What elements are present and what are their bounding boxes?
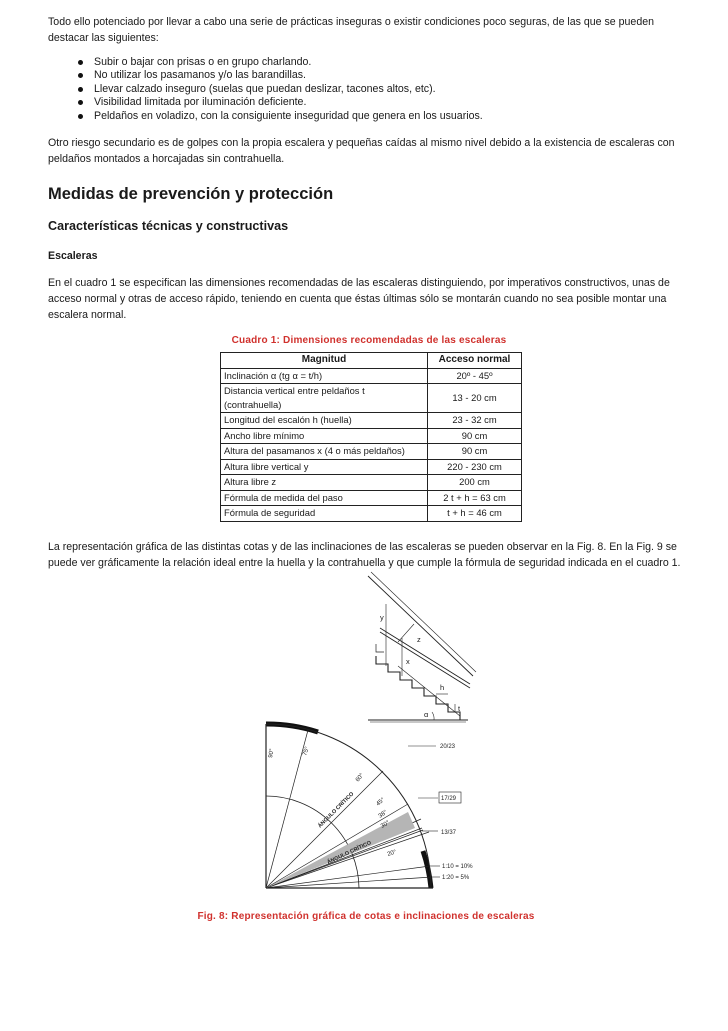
table-cell: Inclinación α (tg α = t/h) bbox=[221, 368, 428, 384]
list-item: Llevar calzado inseguro (suelas que puedan deslizar, tacones altos, etc). bbox=[94, 83, 684, 96]
table-cell: 220 - 230 cm bbox=[428, 459, 522, 475]
table-row bbox=[221, 506, 522, 522]
table-cell: 200 cm bbox=[428, 475, 522, 491]
critical-angle-label: ÁNGULO CRÍTICO bbox=[326, 840, 373, 866]
figure-caption: Fig. 8: Representación gráfica de cotas e inclinaciones de escaleras bbox=[197, 911, 535, 922]
table-row bbox=[221, 444, 522, 460]
table-caption: Cuadro 1: Dimensiones recomendadas de las escaleras bbox=[231, 335, 507, 347]
table-row bbox=[221, 413, 522, 429]
table-row bbox=[221, 368, 522, 384]
stair-diagram bbox=[208, 566, 508, 906]
table-header-row bbox=[221, 353, 522, 369]
column-header: Magnitud bbox=[221, 353, 428, 369]
dim-h-label: h bbox=[440, 683, 445, 692]
angle-label: 45° bbox=[375, 797, 387, 808]
intro-paragraph: Todo ello potenciado por llevar a cabo una serie de prácticas inseguras o existir condiciones poco seguras, de las que se pueden destacar las siguientes: bbox=[48, 16, 654, 44]
table-cell: Altura libre z bbox=[221, 475, 428, 491]
cuadro-paragraph: En el cuadro 1 se especifican las dimensiones recomendadas de las escaleras distinguiendo, por imperativos constructivos, unas de acceso normal y otras de acceso rápido, teniendo en cuenta que éstas últimas sólo se montarán cuando no sea posible montar una escalera normal. bbox=[48, 277, 670, 322]
list-item: No utilizar los pasamanos y/o las barandillas. bbox=[94, 69, 684, 82]
figure-paragraph: La representación gráfica de las distintas cotas y de las inclinaciones de las escaleras se pueden observar en la Fig. 8. En la Fig. 9 se puede ver gráficamente la relación ideal entre la huella y la contrahuella y que cumple la fórmula de seguridad indicada en el cuadro 1. bbox=[48, 540, 681, 569]
dim-alpha-label: α bbox=[424, 710, 429, 719]
table-row bbox=[221, 428, 522, 444]
list-item: Peldaños en voladizo, con la consiguiente inseguridad que genera en los usuarios. bbox=[94, 110, 684, 123]
ratio-label: 13/37 bbox=[441, 830, 457, 836]
dim-x-label: x bbox=[406, 657, 410, 666]
table-cell: Longitud del escalón h (huella) bbox=[221, 413, 428, 429]
ratio-label: 1:10 = 10% bbox=[442, 864, 473, 870]
ratio-label: 1:20 = 5% bbox=[442, 875, 470, 881]
subsubsection-heading: Escaleras bbox=[48, 250, 98, 263]
angle-label: 60° bbox=[354, 772, 366, 784]
table-cell: 13 - 20 cm bbox=[428, 384, 522, 413]
table-cell: Altura del pasamanos x (4 o más peldaños) bbox=[221, 444, 428, 460]
angle-label: 30° bbox=[380, 819, 391, 830]
stair-section bbox=[368, 572, 476, 722]
table-row bbox=[221, 384, 522, 413]
subsection-heading: Características técnicas y constructivas bbox=[48, 219, 289, 234]
figure-8 bbox=[208, 566, 508, 906]
table-cell: Fórmula de seguridad bbox=[221, 506, 428, 522]
section-heading: Medidas de prevención y protección bbox=[48, 185, 334, 204]
angle-label: 38° bbox=[377, 809, 389, 820]
ratio-label: 20/23 bbox=[440, 744, 456, 750]
dim-z-label: z bbox=[417, 635, 421, 644]
table-cell: Distancia vertical entre peldaños t (contrahuella) bbox=[221, 384, 428, 413]
document-page bbox=[48, 14, 684, 571]
table-row bbox=[221, 459, 522, 475]
unsafe-practices-list bbox=[48, 56, 684, 123]
column-header: Acceso normal bbox=[428, 353, 522, 369]
table-row bbox=[221, 475, 522, 491]
table-cell: Altura libre vertical y bbox=[221, 459, 428, 475]
table-cell: 90 cm bbox=[428, 444, 522, 460]
list-item: Subir o bajar con prisas o en grupo charlando. bbox=[94, 56, 684, 69]
table-cell: 20º - 45º bbox=[428, 368, 522, 384]
angle-chart bbox=[266, 724, 461, 888]
angle-label: 90° bbox=[268, 748, 276, 759]
ratio-label: 17/29 bbox=[441, 796, 457, 802]
angle-label: 20° bbox=[386, 849, 398, 858]
table-cell: 90 cm bbox=[428, 428, 522, 444]
table-cell: Fórmula de medida del paso bbox=[221, 490, 428, 506]
dim-t-label: t bbox=[458, 704, 461, 713]
critical-angle-label: ÁNGULO CRÍTICO bbox=[317, 791, 356, 830]
angle-label: 75° bbox=[302, 746, 311, 757]
table-row bbox=[221, 490, 522, 506]
table-cell: 23 - 32 cm bbox=[428, 413, 522, 429]
list-item: Visibilidad limitada por iluminación deficiente. bbox=[94, 96, 684, 109]
risk-paragraph: Otro riesgo secundario es de golpes con la propia escalera y pequeñas caídas al mismo nivel debido a la existencia de escaleras con peldaños montados a horcajadas sin contrahuella. bbox=[48, 137, 675, 166]
table-cell: 2 t + h = 63 cm bbox=[428, 490, 522, 506]
dim-y-label: y bbox=[380, 613, 384, 622]
table-cell: t + h = 46 cm bbox=[428, 506, 522, 522]
table-cell: Ancho libre mínimo bbox=[221, 428, 428, 444]
dimensions-table bbox=[220, 352, 522, 522]
